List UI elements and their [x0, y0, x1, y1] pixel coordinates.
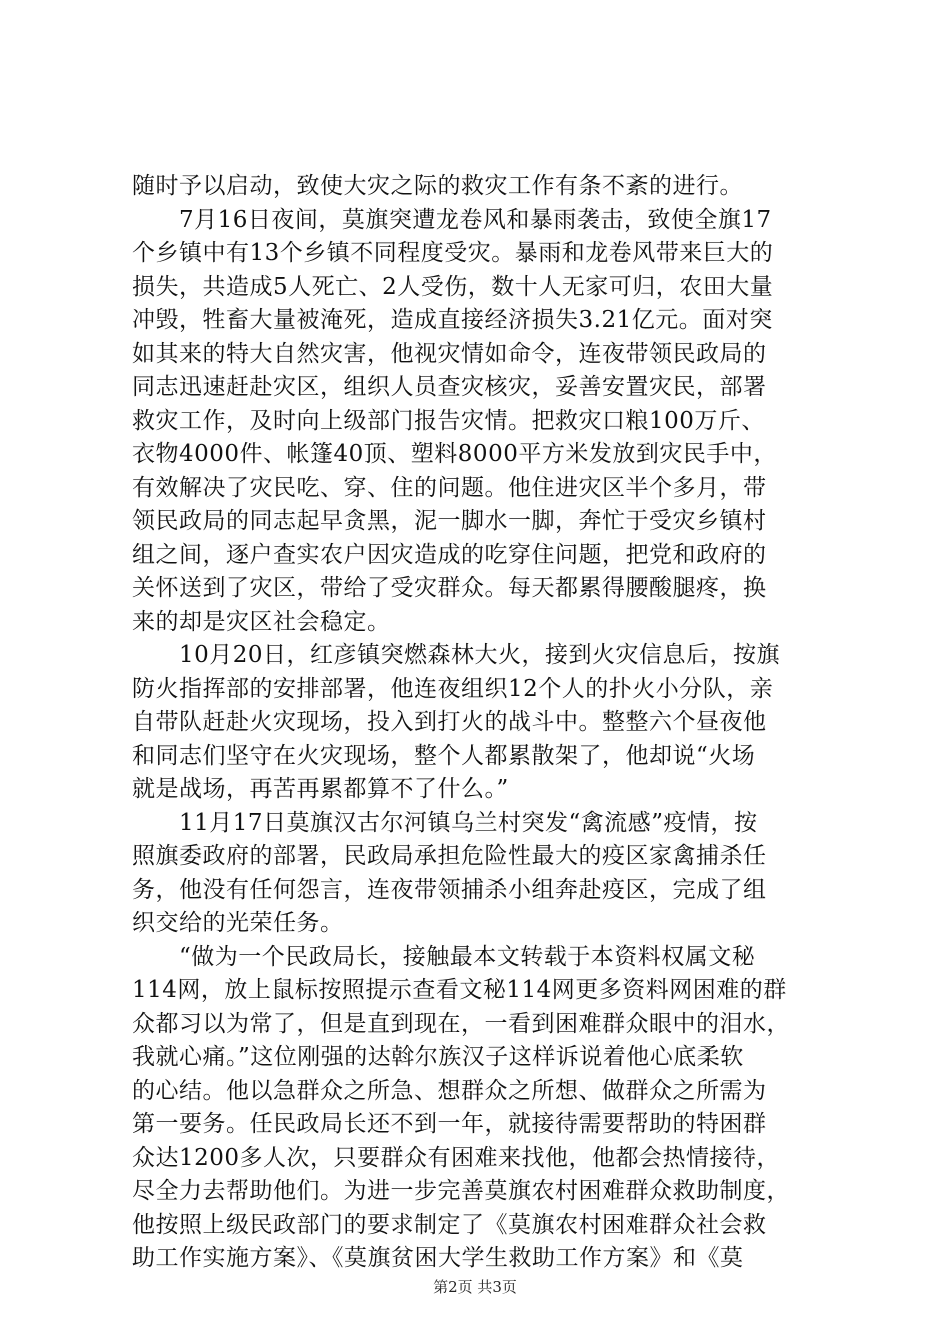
text-line: 我就心痛。”这位刚强的达斡尔族汉子这样诉说着他心底柔软	[132, 1044, 744, 1070]
text-line: 救灾工作，及时向上级部门报告灾情。把救灾口粮100万斤、	[132, 407, 765, 434]
text-line: 衣物4000件、帐篷40顶、塑料8000平方米发放到灾民手中，	[132, 441, 777, 467]
text-line: 冲毁，牲畜大量被淹死，造成直接经济损失3.21亿元。面对突	[132, 307, 773, 333]
text-line: 务，他没有任何怨言，连夜带领捕杀小组奔赴疫区，完成了组	[132, 876, 767, 903]
text-line: 就是战场，再苦再累都算不了什么。”	[132, 776, 509, 802]
text-line: “做为一个民政局长，接触最本文转载于本资料权属文秘	[132, 943, 756, 970]
page-footer: 第2页 共3页	[433, 1278, 517, 1296]
text-line: 尽全力去帮助他们。为进一步完善莫旗农村困难群众救助制度，	[132, 1178, 790, 1204]
text-line: 11月17日莫旗汉古尔河镇乌兰村突发“禽流感”疫情，按	[132, 809, 758, 836]
text-line: 随时予以启动，致使大灾之际的救灾工作有条不紊的进行。	[132, 173, 743, 199]
text-line: 众达1200多人次，只要群众有困难来找他，他都会热情接待，	[132, 1144, 781, 1171]
text-line: 众都习以为常了，但是直到现在，一看到困难群众眼中的泪水，	[132, 1010, 790, 1037]
text-line: 他按照上级民政部门的要求制定了《莫旗农村困难群众社会救	[132, 1211, 767, 1238]
text-line: 有效解决了灾民吃、穿、住的问题。他住进灾区半个多月，带	[132, 474, 767, 501]
text-line: 来的却是灾区社会稳定。	[132, 608, 391, 635]
text-line: 照旗委政府的部署，民政局承担危险性最大的疫区家禽捕杀任	[132, 843, 767, 869]
text-line: 损失，共造成5人死亡、2人受伤，数十人无家可归，农田大量	[132, 273, 774, 300]
text-line: 防火指挥部的安排部署，他连夜组织12个人的扑火小分队，亲	[132, 675, 774, 702]
text-line: 助工作实施方案》、《莫旗贫困大学生救助工作方案》和《莫	[132, 1245, 744, 1271]
text-line: 领民政局的同志起早贪黑，泥一脚水一脚，奔忙于受灾乡镇村	[132, 508, 767, 534]
text-line: 关怀送到了灾区，带给了受灾群众。每天都累得腰酸腿疼，换	[132, 575, 767, 601]
text-line: 的心结。他以急群众之所急、想群众之所想、做群众之所需为	[132, 1077, 767, 1104]
text-line: 织交给的光荣任务。	[132, 910, 344, 936]
text-line: 7月16日夜间，莫旗突遭龙卷风和暴雨袭击，致使全旗17	[132, 206, 772, 233]
text-line: 和同志们坚守在火灾现场，整个人都累散架了，他却说“火场	[132, 742, 756, 769]
text-line: 如其来的特大自然灾害，他视灾情如命令，连夜带领民政局的	[132, 340, 767, 367]
body-text	[132, 170, 832, 1276]
text-line: 第一要务。任民政局长还不到一年，就接待需要帮助的特困群	[132, 1111, 767, 1137]
text-line: 自带队赶赴火灾现场，投入到打火的战斗中。整整六个昼夜他	[132, 709, 767, 735]
text-line: 114网，放上鼠标按照提示查看文秘114网更多资料网困难的群	[132, 977, 787, 1003]
text-line: 个乡镇中有13个乡镇不同程度受灾。暴雨和龙卷风带来巨大的	[132, 240, 774, 266]
text-line: 同志迅速赶赴灾区，组织人员查灾核灾，妥善安置灾民，部署	[132, 374, 767, 400]
text-line: 组之间，逐户查实农户因灾造成的吃穿住问题，把党和政府的	[132, 541, 767, 568]
text-line: 10月20日，红彦镇突燃森林大火，接到火灾信息后，按旗	[132, 642, 781, 668]
